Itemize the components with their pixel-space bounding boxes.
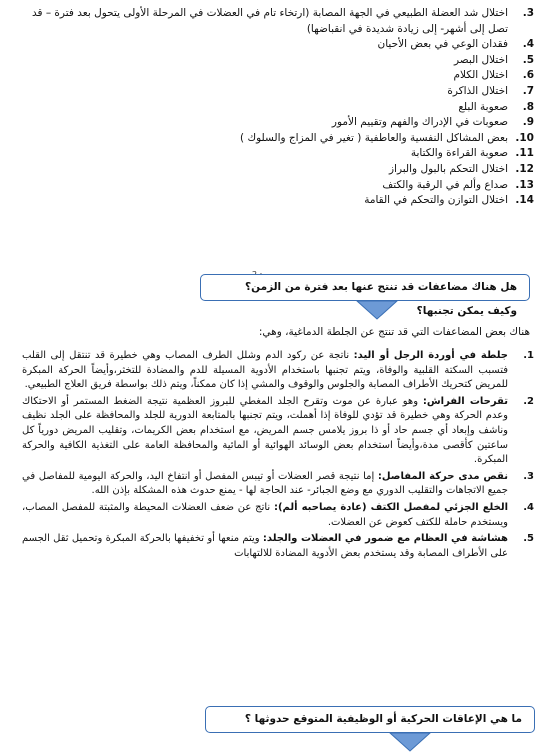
symptom-text: صعوبة البلع <box>458 100 508 113</box>
complication-description <box>22 470 508 499</box>
symptom-list-item <box>22 68 534 84</box>
complication-description <box>22 395 508 468</box>
symptom-text: صعوبة القراءة والكتابة <box>410 147 508 160</box>
symptom-number: .4 <box>522 38 534 51</box>
complications-intro: هناك بعض المضاعفات التي قد تنتج عن الجلطة الدماغية، وهي: <box>258 326 530 338</box>
complication-heading: تقرحات الفراش: <box>422 395 508 407</box>
symptom-number: .9 <box>522 116 534 129</box>
complication-text: ناتجة عن ركود الدم وشلل الطرف المصاب وهي خطيرة قد تنتقل إلى القلب فتسبب السكتة القلبية والوفاة، ويتم تجنبها باستخدام الأدوية المسيلة للدم والمضادة للتخثر،وأيضاً الحركة المبكرة للمريض كتحريك الأطراف المصابة والجلوس والوقوف والمشي إذا كان ممكناً، ويتم ذلك بواسطة فريق العلاج الطبيعي. <box>22 350 508 391</box>
complication-list-item <box>22 470 534 499</box>
symptom-number: .6 <box>522 69 534 82</box>
complication-description <box>22 532 508 561</box>
complication-text: ناتج عن ضعف العضلات المحيطة والمثبتة للمفصل المصاب، ويستخدم حاملة للكتف كعوض عن العضلات. <box>22 501 508 528</box>
symptom-list-item <box>22 84 534 100</box>
complication-description <box>22 501 508 530</box>
symptom-text: صعوبات في الإدراك والفهم وتقييم الأمور <box>331 116 508 129</box>
complication-number: .5 <box>523 533 534 545</box>
complication-list-item <box>22 532 534 561</box>
complication-list-item <box>22 349 534 393</box>
symptom-text: اختلال التوازن والتحكم في القامة <box>364 194 508 207</box>
symptom-text: اختلال الكلام <box>453 69 508 82</box>
symptom-list-item <box>22 100 534 116</box>
symptom-number: .10 <box>515 131 534 144</box>
symptom-number: .5 <box>522 53 534 66</box>
complication-number: .3 <box>523 470 534 482</box>
question-box-disabilities: ما هي الإعاقات الحركية أو الوظيفية المتوقع حدوثها ؟ <box>205 706 535 733</box>
symptom-list-item <box>22 162 534 178</box>
symptom-text: بعض المشاكل النفسية والعاطفية ( تغير في المزاج والسلوك ) <box>240 131 508 144</box>
symptom-number: .12 <box>515 162 534 175</box>
symptom-number: .14 <box>515 194 534 207</box>
complication-text: وهو عبارة عن موت وتقرح الجلد المغطي للبروز العظمية نتيجة الضغط المستمر أو الاحتكاك وعدم الحركة وهي خطيرة قد تؤدي للوفاة إذا أهملت، ويتم تجنبها بالمتابعة الدورية للجلد والمحافظة على الجلد نظيف وناشف وإبعاد أي جسم حاد أو ذا بروز يلامس جسم المريض، مع استخدام بعض الكريمات، وتقليب المريض دورياً كل ساعتين كأقصى مدة،وأيضاً استخدام بعض الوسائد الهوائية أو المائية والمحافظة العامة على التغذية الكافية والحركة المبكرة. <box>22 395 508 466</box>
symptom-text: فقدان الوعي في بعض الأحيان <box>377 38 508 51</box>
symptom-list-item <box>22 6 534 37</box>
symptom-list-item <box>22 115 534 131</box>
complication-heading: هشاشة في العظام مع ضمور في العضلات والجلد: <box>262 533 508 545</box>
symptom-list-item <box>22 131 534 147</box>
symptom-text: صداع وألم في الرقبة والكتف <box>382 178 508 191</box>
down-arrow-icon <box>388 732 432 752</box>
symptom-number: .3 <box>522 7 534 19</box>
down-arrow-icon <box>355 300 399 320</box>
complication-description <box>22 349 508 393</box>
symptom-number: .8 <box>522 100 534 113</box>
symptom-list-item <box>22 37 534 53</box>
complication-heading: نقص مدى حركة المفاصل: <box>377 470 509 482</box>
symptom-number: .13 <box>515 178 534 191</box>
complication-number: .4 <box>523 501 534 513</box>
symptoms-list <box>22 6 534 209</box>
symptom-list-item <box>22 146 534 162</box>
question-box-complications: هل هناك مضاعفات قد تنتج عنها بعد فترة من الزمن؟ وكيف يمكن تجنبها؟ <box>200 274 530 301</box>
complication-list-item <box>22 395 534 468</box>
symptom-number: .11 <box>515 147 534 160</box>
complication-number: .2 <box>523 395 534 407</box>
complications-list <box>22 349 534 563</box>
symptom-number: .7 <box>522 84 534 97</box>
complication-text: ويتم منعها أو تخفيفها بالحركة المبكرة وتحميل ثقل الجسم على الأطراف المصابة وقد يستخدم بعض الأدوية المضادة للالتهابات <box>22 533 508 559</box>
symptom-list-item <box>22 193 534 209</box>
complication-list-item <box>22 501 534 530</box>
symptom-list-item <box>22 178 534 194</box>
complication-heading: الخلع الجزئي لمفصل الكتف (عادة يصاحبه ألم): <box>273 501 508 513</box>
complication-text: إما نتيجة قصر العضلات أو تيبس المفصل أو انتفاخ اليد، والحركة اليومية للمفاصل في جميع الاتجاهات والتقليب الدوري مع وضع الجبائر- عند الحاجة لها - يمنع حدوث هذه المشكلة بإذن الله. <box>22 470 508 497</box>
symptom-text: اختلال التحكم بالبول والبراز <box>388 162 508 175</box>
complication-heading: جلطة في أوردة الرجل أو اليد: <box>353 350 508 361</box>
symptom-text: اختلال شد العضلة الطبيعي في الجهة المصابة (ارتخاء تام في العضلات في المرحلة الأولى يتحول بعد فترة – قد تصل إلى أشهر- إلى زيادة شديدة في انقباضها) <box>31 7 508 35</box>
symptom-text: اختلال الذاكرة <box>447 84 508 97</box>
symptom-text: اختلال البصر <box>454 53 508 66</box>
complication-number: .1 <box>523 350 534 361</box>
symptom-list-item <box>22 53 534 69</box>
